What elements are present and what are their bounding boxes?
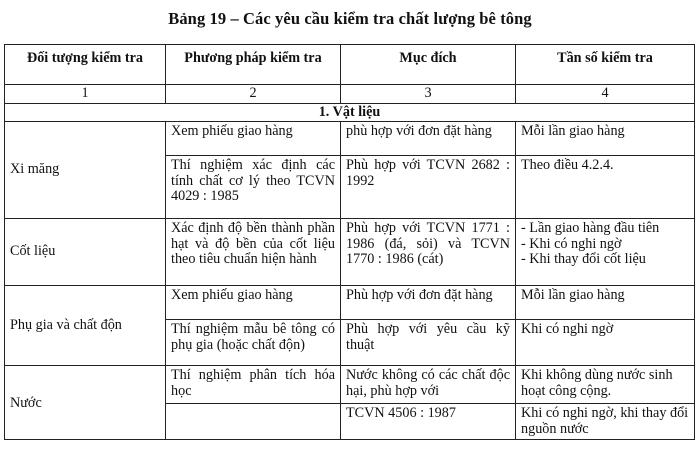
table-row (5, 122, 695, 156)
frequency-cell: Khi có nghi ngờ (516, 320, 695, 366)
object-cell: Nước (5, 366, 166, 440)
purpose-cell: Phù hợp với TCVN 2682 : 1992 (341, 156, 516, 219)
purpose-cell: Phù hợp với đơn đặt hàng (341, 286, 516, 320)
purpose-cell: TCVN 4506 : 1987 (341, 404, 516, 440)
table-title: Bảng 19 – Các yêu cầu kiểm tra chất lượng bê tông (168, 9, 532, 28)
frequency-item: - Lần giao hàng đầu tiên (521, 220, 660, 236)
header-purpose: Mục đích (341, 45, 516, 85)
method-cell (166, 404, 341, 440)
object-cell: Cốt liệu (5, 219, 166, 286)
header-row (5, 45, 695, 85)
quality-requirements-table (4, 44, 695, 440)
frequency-item: - Khi thay đổi cốt liệu (521, 251, 646, 267)
column-number: 2 (166, 85, 341, 104)
purpose-cell: phù hợp với đơn đặt hàng (341, 122, 516, 156)
column-number: 1 (5, 85, 166, 104)
header-object: Đối tượng kiểm tra (5, 45, 166, 85)
method-cell: Thí nghiệm xác định các tính chất cơ lý theo TCVN 4029 : 1985 (166, 156, 341, 219)
object-cell: Phụ gia và chất độn (5, 286, 166, 366)
table-row (5, 366, 695, 404)
section-row (5, 103, 695, 122)
purpose-cell: Phù hợp với yêu cầu kỹ thuật (341, 320, 516, 366)
frequency-cell: Khi có nghi ngờ, khi thay đổi nguồn nước (516, 404, 695, 440)
object-cell: Xi măng (5, 122, 166, 219)
purpose-cell: Nước không có các chất độc hại, phù hợp với (341, 366, 516, 404)
header-method: Phương pháp kiểm tra (166, 45, 341, 85)
method-cell: Thí nghiệm phân tích hóa học (166, 366, 341, 404)
table-row (5, 286, 695, 320)
frequency-cell: Mỗi lần giao hàng (516, 122, 695, 156)
method-cell: Xem phiếu giao hàng (166, 122, 341, 156)
frequency-cell (516, 219, 695, 286)
purpose-cell: Phù hợp với TCVN 1771 : 1986 (đá, sỏi) và TCVN 1770 : 1986 (cát) (341, 219, 516, 286)
method-cell: Xác định độ bền thành phần hạt và độ bền của cốt liệu theo tiêu chuẩn hiện hành (166, 219, 341, 286)
section-heading: 1. Vật liệu (5, 103, 695, 122)
frequency-cell: Khi không dùng nước sinh hoạt công cộng. (516, 366, 695, 404)
frequency-cell: Theo điều 4.2.4. (516, 156, 695, 219)
frequency-cell: Mỗi lần giao hàng (516, 286, 695, 320)
table-row (5, 219, 695, 286)
column-number: 3 (341, 85, 516, 104)
frequency-item: - Khi có nghi ngờ (521, 235, 622, 252)
column-number: 4 (516, 85, 695, 104)
method-cell: Thí nghiệm mẫu bê tông có phụ gia (hoặc chất độn) (166, 320, 341, 366)
column-number-row (5, 85, 695, 104)
header-frequency: Tần số kiểm tra (516, 45, 695, 85)
method-cell: Xem phiếu giao hàng (166, 286, 341, 320)
